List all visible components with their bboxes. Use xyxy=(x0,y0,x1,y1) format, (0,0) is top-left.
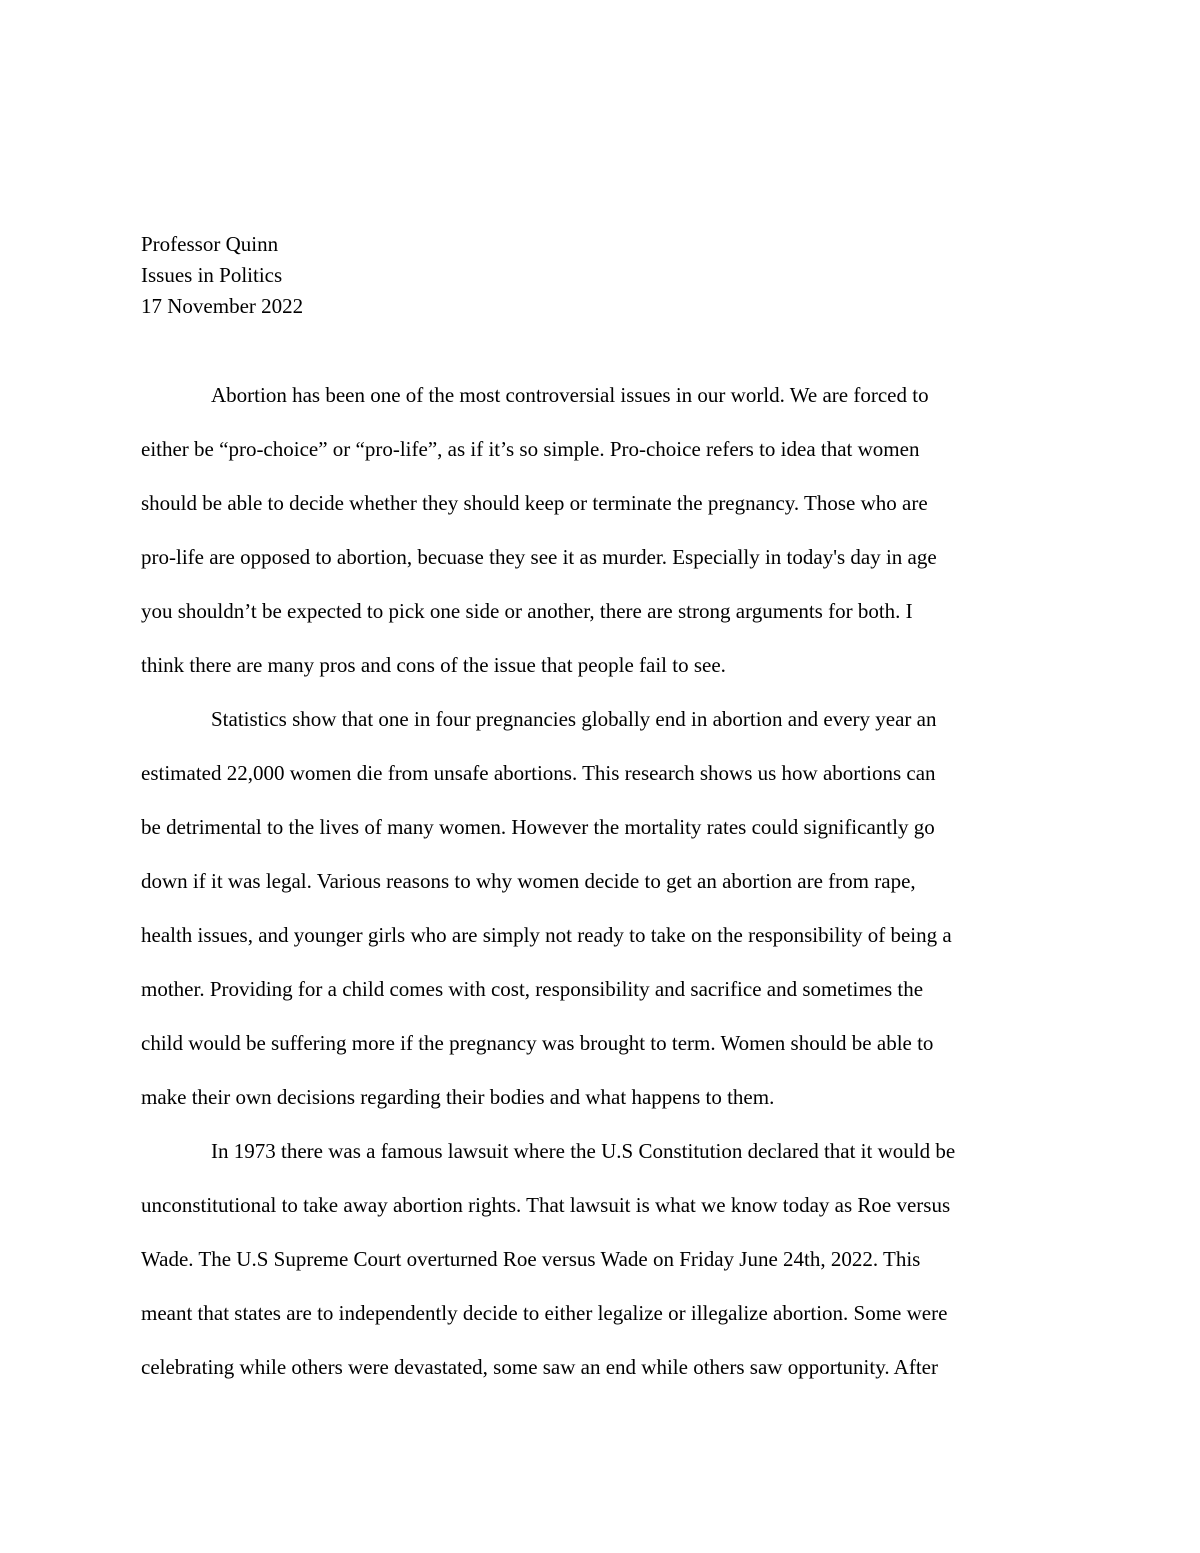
paragraph-2-line-5: health issues, and younger girls who are simply not ready to take on the responsibility of being a xyxy=(141,923,952,947)
paragraph-2-line-1: Statistics show that one in four pregnancies globally end in abortion and every year an xyxy=(211,707,937,731)
paragraph-3-line-3: Wade. The U.S Supreme Court overturned Roe versus Wade on Friday June 24th, 2022. This xyxy=(141,1247,921,1271)
essay-date: 17 November 2022 xyxy=(141,294,304,318)
professor-name: Professor Quinn xyxy=(141,232,279,256)
paragraph-3-line-5: celebrating while others were devastated, some saw an end while others saw opportunity. After xyxy=(141,1355,938,1379)
course-name: Issues in Politics xyxy=(141,263,283,287)
paragraph-2-line-6: mother. Providing for a child comes with cost, responsibility and sacrifice and sometimes the xyxy=(141,977,924,1001)
paragraph-2-line-7: child would be suffering more if the pregnancy was brought to term. Women should be able to xyxy=(141,1031,934,1055)
paragraph-1-line-2: either be “pro-choice” or “pro-life”, as if it’s so simple. Pro-choice refers to idea that women xyxy=(141,437,920,461)
paragraph-1-line-1: Abortion has been one of the most controversial issues in our world. We are forced to xyxy=(211,383,929,407)
paragraph-2-line-2: estimated 22,000 women die from unsafe abortions. This research shows us how abortions can xyxy=(141,761,936,785)
paragraph-2-line-3: be detrimental to the lives of many women. However the mortality rates could significantly go xyxy=(141,815,935,839)
paragraph-1-line-4: pro-life are opposed to abortion, becuase they see it as murder. Especially in today's day in age xyxy=(141,545,937,569)
paragraph-1-line-6: think there are many pros and cons of the issue that people fail to see. xyxy=(141,653,726,677)
paragraph-1-line-3: should be able to decide whether they should keep or terminate the pregnancy. Those who are xyxy=(141,491,928,515)
paragraph-3-line-4: meant that states are to independently decide to either legalize or illegalize abortion. Some were xyxy=(141,1301,948,1325)
paragraph-3-line-1: In 1973 there was a famous lawsuit where the U.S Constitution declared that it would be xyxy=(211,1139,956,1163)
paragraph-2-line-8: make their own decisions regarding their bodies and what happens to them. xyxy=(141,1085,775,1109)
paragraph-2-line-4: down if it was legal. Various reasons to why women decide to get an abortion are from rape, xyxy=(141,869,916,893)
mla-heading xyxy=(141,229,303,322)
paragraph-3-line-2: unconstitutional to take away abortion rights. That lawsuit is what we know today as Roe versus xyxy=(141,1193,951,1217)
paragraph-1-line-5: you shouldn’t be expected to pick one side or another, there are strong arguments for both. I xyxy=(141,599,913,623)
